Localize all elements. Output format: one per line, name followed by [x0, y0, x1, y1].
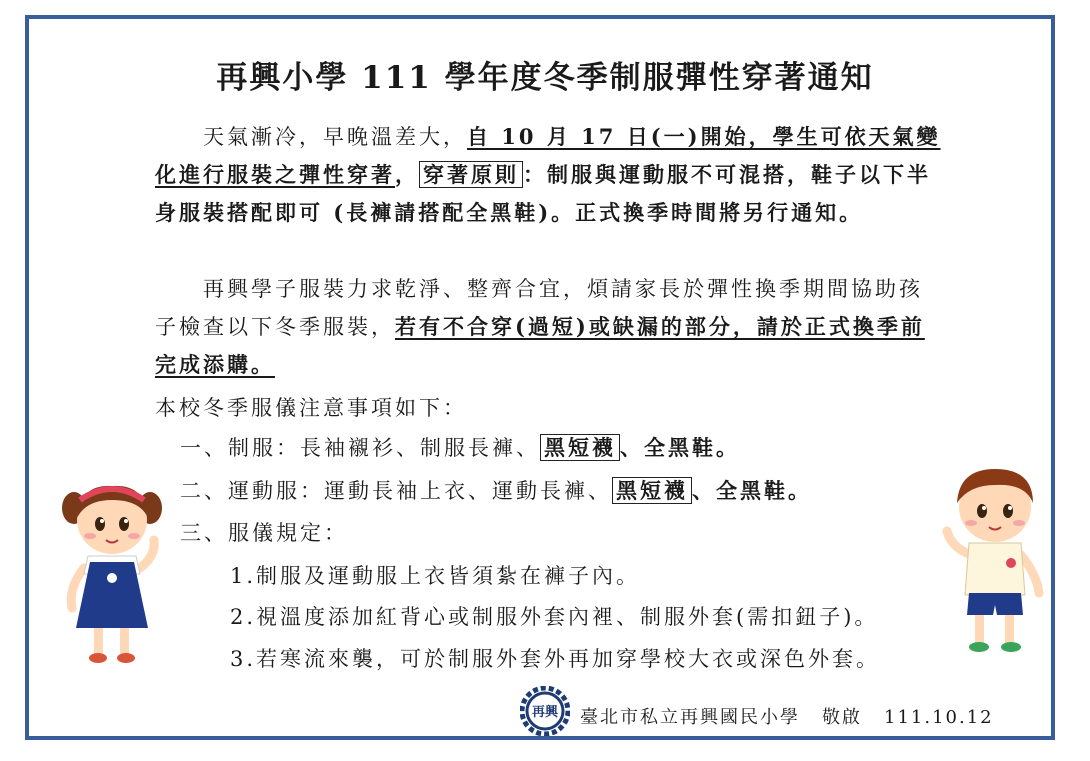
paragraph-2-purchase-note: 若有不合穿(過短)或缺漏的部分，請於正式換季前完成添購。	[155, 314, 925, 377]
school-seal-icon	[520, 686, 570, 736]
paragraph-2-text: 再興學子服裝力求乾淨、整齊合宜，煩請家長於彈性換季期間協助孩子檢查以下冬季服裝，	[155, 277, 923, 339]
paragraph-2	[155, 270, 945, 384]
black-socks-box: 黑短襪	[540, 434, 620, 461]
list-item-sportswear	[180, 475, 812, 505]
paragraph-1-start-date: 自 10 月 17 日(一)開始，學生可依天氣變化進行服裝之彈性穿著	[155, 124, 941, 187]
paragraph-1	[155, 118, 945, 232]
rule-item: 2.視溫度添加紅背心或制服外套內裡、制服外套(需扣鈕子)。	[230, 605, 879, 629]
greeting: 敬啟	[822, 707, 862, 728]
list-item-uniform-shoes: 、全黑鞋。	[620, 435, 740, 460]
boy-student-illustration	[935, 465, 1050, 660]
school-seal-text: 再興	[531, 705, 558, 720]
wearing-principle-label: 穿著原則	[419, 161, 523, 188]
notice-title: 再興小學 111 學年度冬季制服彈性穿著通知	[216, 60, 874, 96]
list-item-sportswear-shoes: 、全黑鞋。	[692, 478, 812, 503]
list-item-uniform-text: 一、制服：長袖襯衫、制服長褲、	[180, 436, 540, 460]
footer-signature	[580, 703, 994, 729]
list-item-dress-code: 三、服儀規定：	[180, 521, 348, 545]
paragraph-1-rules: ：制服與運動服不可混搭，鞋子以下半身服裝搭配即可 (長褲請搭配全黑鞋)。正式換季時間將另行通知。	[155, 162, 931, 225]
black-socks-box: 黑短襪	[612, 477, 692, 504]
girl-student-illustration	[60, 478, 165, 668]
paragraph-1-comma: ，	[395, 162, 419, 187]
rule-item: 3.若寒流來襲，可於制服外套外再加穿學校大衣或深色外套。	[230, 647, 881, 671]
rule-item: 1.制服及運動服上衣皆須紮在褲子內。	[230, 564, 641, 588]
list-intro: 本校冬季服儀注意事項如下：	[155, 396, 467, 420]
paragraph-1-text: 天氣漸冷，早晚溫差大，	[203, 125, 467, 149]
list-item-sportswear-text: 二、運動服：運動長袖上衣、運動長褲、	[180, 479, 612, 503]
notice-date: 111.10.12	[884, 707, 994, 728]
list-item-uniform	[180, 432, 740, 462]
school-name: 臺北市私立再興國民小學	[580, 707, 800, 728]
